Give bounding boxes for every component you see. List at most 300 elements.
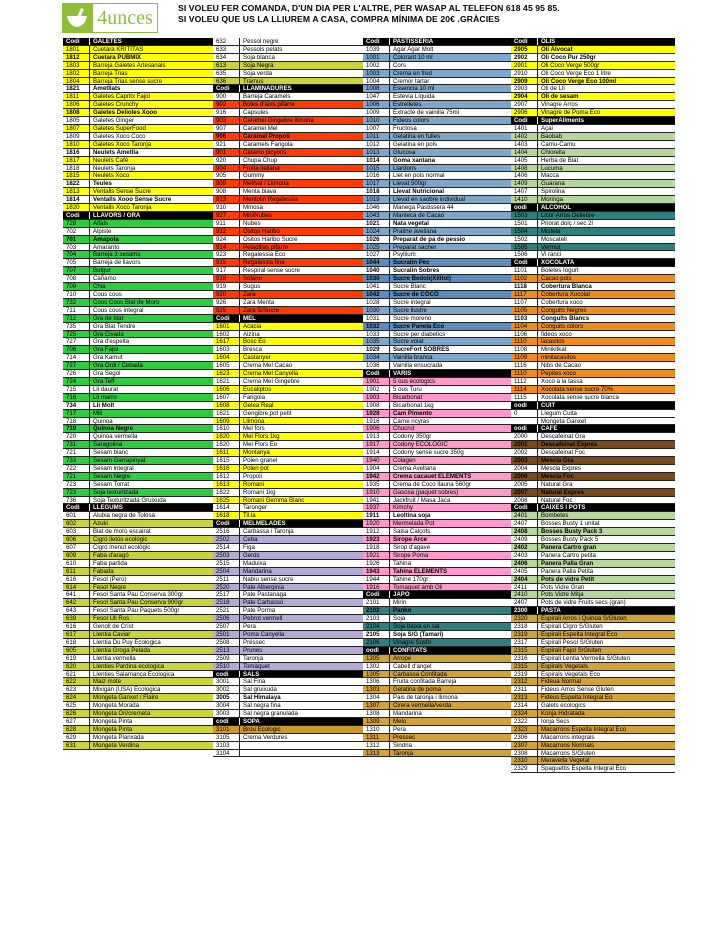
product-code: 1039 — [363, 46, 390, 53]
product-row — [363, 544, 527, 552]
product-row — [213, 291, 377, 299]
product-name: Gra de blat — [93, 314, 124, 322]
product-row — [213, 568, 377, 576]
product-name: Pate Porma — [243, 607, 276, 615]
product-name: Tahina ELEMENTS — [393, 567, 448, 575]
product-name: Espirali Pesol S/Gluten — [541, 638, 604, 646]
product-code: 1943 — [363, 568, 390, 575]
product-name: Arrope — [393, 654, 412, 662]
product-code: 1917 — [363, 441, 390, 448]
product-code: 1921 — [363, 552, 390, 559]
product-code: 2002 — [511, 449, 538, 456]
product-code: 2103 — [363, 615, 390, 622]
product-code: 1612 — [213, 473, 240, 480]
product-name: Sesam Garrapinyat — [93, 457, 146, 464]
product-name: Macarrons Espelta Integral Eco — [541, 725, 627, 733]
product-name: Pessols pelats — [243, 45, 283, 53]
code-column-label: Codi — [63, 38, 90, 45]
product-name: Boletes Iogurt — [541, 267, 579, 275]
product-name: 5 ous ecologics — [393, 377, 436, 385]
product-name: Oli de sesam — [541, 93, 579, 101]
product-code: 3002 — [213, 686, 240, 693]
product-code: 611 — [63, 568, 90, 575]
product-row — [63, 536, 227, 544]
product-name: Spaguettis Espelta Integral Eco — [541, 765, 627, 773]
product-name: Caserio picyons — [243, 148, 287, 156]
product-code: 2407 — [511, 520, 538, 527]
product-name: Sirope Arce — [393, 536, 427, 543]
product-code: 2319 — [511, 671, 538, 678]
product-row — [63, 78, 227, 86]
product-name: Poma Canyella — [243, 630, 285, 638]
section-header — [63, 212, 227, 220]
product-row — [511, 576, 675, 584]
product-name: Sucre integral — [393, 298, 431, 306]
product-name: Barreja Galetes Artesanals — [93, 61, 166, 69]
product-code: 2320 — [511, 615, 538, 622]
product-name: Gerds — [243, 551, 260, 559]
product-row — [363, 425, 527, 433]
logo-name: 4unces — [92, 3, 158, 33]
product-code: 2518 — [213, 599, 240, 606]
product-code: 1109 — [511, 354, 538, 361]
product-code: 2329 — [511, 765, 538, 772]
product-code: 1308 — [363, 710, 390, 717]
product-name: Respiral sense sucre — [243, 267, 300, 275]
product-name: Sesam Torrat — [93, 480, 130, 488]
product-row — [363, 639, 527, 647]
product-name: Espirals Vegetals Eco — [541, 670, 600, 678]
section-header — [213, 520, 377, 528]
product-code: 2406 — [511, 560, 538, 567]
product-code: 710 — [63, 291, 90, 298]
code-column-label: Codi — [511, 117, 538, 124]
product-row — [63, 560, 227, 568]
section-header — [511, 204, 675, 212]
product-row — [511, 315, 675, 323]
product-code: 911 — [213, 220, 240, 227]
price-list-column-4 — [511, 38, 675, 773]
product-name: Peladillas pifarre — [243, 243, 289, 251]
product-code: 1021 — [363, 220, 390, 227]
product-name: Llentia Caviar — [93, 630, 131, 638]
product-row — [511, 386, 675, 394]
product-code: 1903 — [363, 394, 390, 401]
product-row — [213, 726, 377, 734]
product-name: Mentolin Regalessia — [243, 196, 298, 204]
product-code: 3103 — [213, 742, 240, 749]
product-code: 1110 — [511, 370, 538, 377]
product-name: Gelatina de poma — [393, 686, 442, 694]
product-code: 3004 — [213, 702, 240, 709]
product-row — [511, 354, 675, 362]
product-code: 2006 — [511, 473, 538, 480]
product-name: Mongeta Ori/cremeta — [93, 710, 151, 717]
product-code: 1047 — [363, 93, 390, 100]
product-row — [511, 149, 675, 157]
product-name: Fideua Normal — [541, 678, 581, 686]
product-name: Galetes Capritx Fajol — [93, 93, 150, 101]
product-name: Manteca de Cacao — [393, 211, 445, 219]
product-row — [63, 62, 227, 70]
product-row — [213, 410, 377, 418]
product-row — [363, 188, 527, 196]
product-row — [63, 220, 227, 228]
product-row — [511, 568, 675, 576]
product-name: Mongeta Planxada — [93, 733, 144, 741]
product-code: 622 — [63, 678, 90, 685]
product-name: Codony sense sucre 350g — [393, 449, 464, 457]
product-name: Cremor tartar — [393, 77, 430, 85]
order-instructions: SI VOLEU FER COMANDA, D'UN DIA PER L'ALTRE, PER WASAP AL TELEFON 618 45 95 85. — [178, 3, 560, 13]
product-code: 1623 — [213, 370, 240, 377]
product-row — [63, 46, 227, 54]
product-code: 0 — [511, 410, 538, 417]
product-name: SucreFort SOBRES — [393, 346, 450, 354]
product-name: Ventalls Xooo Sense Sucre — [93, 196, 172, 204]
product-code: 915 — [213, 259, 240, 266]
product-row — [63, 228, 227, 236]
product-row — [511, 291, 675, 299]
product-code: 1010 — [363, 117, 390, 124]
product-row — [213, 473, 377, 481]
code-column-label: codi — [213, 671, 240, 678]
product-code: 1004 — [363, 78, 390, 85]
product-row — [363, 599, 527, 607]
product-name: Barreja Trias — [93, 69, 128, 77]
product-code: 2409 — [511, 536, 538, 543]
section-header — [213, 718, 377, 726]
product-row — [63, 489, 227, 497]
product-name: Mescla Foc — [541, 472, 574, 480]
product-name: Agar Agar Molt — [393, 45, 434, 53]
product-row — [213, 157, 377, 165]
product-code: 2516 — [213, 528, 240, 535]
product-code: 1918 — [363, 544, 390, 551]
product-row — [63, 599, 227, 607]
product-name: Farigola — [243, 393, 266, 401]
product-name: Vinagre de Poma Eco — [541, 109, 601, 117]
product-code: 1620 — [213, 433, 240, 440]
product-code: 1007 — [363, 125, 390, 132]
product-row — [511, 481, 675, 489]
product-name: Vinagre Sushi — [393, 638, 431, 646]
product-code: 2105 — [363, 631, 390, 638]
product-row — [213, 149, 377, 157]
product-row — [363, 283, 527, 291]
product-name: Macca — [541, 172, 559, 180]
product-code: 1035 — [363, 338, 390, 345]
product-row — [511, 615, 675, 623]
product-name: Gra Segol — [93, 370, 121, 377]
product-name: Crema cacauet ELEMENTS — [393, 472, 472, 480]
product-name: Gasosa (paquet sobres) — [393, 488, 459, 496]
product-code: 704 — [63, 251, 90, 258]
product-name: Cabell d'angel — [393, 662, 432, 670]
price-list-column-3 — [363, 38, 527, 757]
product-code: 1116 — [511, 362, 538, 369]
product-code: 1913 — [363, 433, 390, 440]
product-row — [213, 560, 377, 568]
product-name: Sucralin Sobres — [393, 267, 440, 275]
product-code: 735 — [63, 323, 90, 330]
product-code: 1937 — [363, 504, 390, 511]
product-code: 702 — [63, 228, 90, 235]
product-code: 1024 — [363, 228, 390, 235]
product-row — [213, 734, 377, 742]
section-header — [213, 85, 377, 93]
product-name: Mandarina — [393, 710, 422, 717]
product-name: Llenties Salamanca Ecologica — [93, 670, 175, 678]
product-code: 723 — [63, 481, 90, 488]
product-row — [213, 678, 377, 686]
product-code: 1614 — [213, 504, 240, 511]
product-name: Barreja de llavors — [93, 259, 141, 267]
product-row — [213, 362, 377, 370]
product-name: Maiz mote — [93, 678, 122, 686]
product-row — [511, 552, 675, 560]
product-name: Fideus Espelta Integral Eo — [541, 694, 613, 702]
product-name: Ositos Haribo Sucre — [243, 235, 298, 243]
product-code: 1025 — [363, 244, 390, 251]
product-row — [511, 251, 675, 259]
product-name: Crema Avellana — [393, 464, 436, 472]
product-name: Gra Civada — [93, 330, 124, 338]
product-name: Açai — [541, 124, 553, 132]
product-code: 2407 — [511, 599, 538, 606]
product-name: Montanya — [243, 449, 270, 457]
product-name: Mill — [93, 409, 103, 417]
product-row — [511, 765, 675, 773]
product-row — [363, 678, 527, 686]
product-name: Pepites xoco — [541, 370, 576, 377]
product-name: Carbassa i Taronja — [243, 528, 294, 536]
product-code: 1815 — [63, 172, 90, 179]
product-row — [213, 228, 377, 236]
product-row — [363, 536, 527, 544]
product-name: Crema Mel Cacao — [243, 362, 293, 370]
product-code: 732 — [63, 299, 90, 306]
product-name: Mescla Expres — [541, 464, 581, 472]
product-row — [511, 283, 675, 291]
product-name: Bulgur — [93, 267, 111, 275]
product-row — [63, 671, 227, 679]
product-row — [363, 267, 527, 275]
product-code: 634 — [213, 54, 240, 61]
product-row — [511, 536, 675, 544]
product-code: 1026 — [363, 236, 390, 243]
product-code: 1940 — [363, 457, 390, 464]
product-code: 1312 — [363, 742, 390, 749]
product-row — [363, 726, 527, 734]
product-row — [63, 726, 227, 734]
product-name: Pate Pastanaga — [243, 591, 287, 599]
product-code: 629 — [63, 734, 90, 741]
product-row — [213, 394, 377, 402]
product-row — [63, 291, 227, 299]
product-code: 632 — [213, 38, 240, 45]
product-name: Espirals Vegetals — [541, 662, 588, 670]
code-column-label: oodi — [511, 425, 538, 432]
product-row — [213, 101, 377, 109]
product-code: 1813 — [63, 188, 90, 195]
product-code: 1603 — [213, 346, 240, 353]
product-row — [213, 354, 377, 362]
product-row — [63, 631, 227, 639]
product-name: Galets ecologics — [541, 702, 586, 710]
product-row — [511, 157, 675, 165]
product-name: Mmosa — [243, 204, 263, 211]
product-row — [511, 734, 675, 742]
product-name: Tramus — [243, 77, 264, 85]
product-name: Saragolina — [93, 441, 123, 449]
product-row — [213, 631, 377, 639]
product-name: Melo — [393, 717, 407, 725]
product-row — [63, 133, 227, 141]
section-header — [511, 402, 675, 410]
product-row — [511, 473, 675, 481]
code-column-label: codi — [213, 718, 240, 725]
product-row — [63, 655, 227, 663]
product-code: 1019 — [363, 196, 390, 203]
product-code: 1928 — [363, 410, 390, 417]
product-name: Sirope Poma — [393, 551, 429, 559]
product-name: Figa — [243, 544, 255, 551]
product-code: 1403 — [511, 141, 538, 148]
product-code: 2905 — [511, 46, 538, 53]
section-header — [213, 315, 377, 323]
product-code: 2317 — [511, 639, 538, 646]
product-name: Gelea Real — [243, 401, 274, 409]
product-name: Soja baixa en sal — [393, 623, 440, 630]
product-row — [63, 70, 227, 78]
product-row — [511, 346, 675, 354]
product-row — [63, 639, 227, 647]
product-name: Alzina — [243, 330, 260, 338]
product-code: 1621 — [213, 378, 240, 385]
product-name: Panko — [393, 607, 412, 615]
section-title: MEL — [243, 314, 256, 322]
section-header — [511, 38, 675, 46]
product-row — [363, 251, 527, 259]
product-name: Neulets Ametlla — [93, 148, 139, 156]
product-row — [511, 497, 675, 505]
product-row — [213, 220, 377, 228]
product-name: Fesol Santa Pau Paquets 500gr — [93, 607, 180, 615]
product-name: Mongeta Pinta — [93, 725, 133, 733]
product-code: 2410 — [511, 591, 538, 598]
product-code: 2514 — [213, 544, 240, 551]
product-code: 1816 — [63, 149, 90, 156]
product-name: Sal Himalaya — [243, 694, 281, 702]
product-row — [511, 338, 675, 346]
product-row — [511, 133, 675, 141]
product-name: Vermut — [541, 243, 561, 251]
product-name: Oli Coco Verge Eco 1 litre — [541, 69, 611, 77]
product-code: 3005 — [213, 694, 240, 701]
product-code: 607 — [63, 544, 90, 551]
product-row — [63, 188, 227, 196]
section-title: CAFÈ — [541, 425, 558, 433]
product-code: 1302 — [363, 663, 390, 670]
product-row — [511, 686, 675, 694]
product-code: 2005 — [511, 481, 538, 488]
product-name: Gra Blat Tendre — [93, 322, 136, 330]
section-title: SuperAliments — [541, 117, 585, 124]
product-code: 2315 — [511, 663, 538, 670]
product-name: Sal gruixuda — [243, 686, 277, 694]
product-row — [213, 267, 377, 275]
product-code: 1807 — [63, 125, 90, 132]
product-row — [363, 702, 527, 710]
product-code: 924 — [213, 236, 240, 243]
product-code: 1820 — [63, 204, 90, 211]
product-row — [363, 410, 527, 418]
product-name: Pate Alberginia — [243, 583, 284, 591]
product-code: 1804 — [63, 78, 90, 85]
product-row — [63, 568, 227, 576]
product-code: 2004 — [511, 465, 538, 472]
product-row — [511, 323, 675, 331]
product-row — [213, 686, 377, 694]
product-name: Spirolina — [541, 188, 565, 196]
product-name: Mel/sal / Llimona — [243, 180, 289, 188]
product-code: 1604 — [213, 354, 240, 361]
product-code: 918 — [213, 275, 240, 282]
product-row — [511, 520, 675, 528]
code-column-label: Codi — [511, 504, 538, 511]
product-name: Espirali Lentia Vermella S/Gluten — [541, 654, 631, 662]
product-name: Moringa — [541, 196, 564, 204]
product-name: Xocolata sense sucre 70% — [541, 385, 614, 393]
product-code: 1407 — [511, 188, 538, 195]
product-name: Ventalls Sense Sucre — [93, 188, 151, 196]
product-code: 606 — [63, 536, 90, 543]
product-code: 1812 — [63, 54, 90, 61]
product-row — [363, 141, 527, 149]
product-name: Cous Cous Blat de Moro — [93, 298, 160, 306]
product-name: Llimona — [243, 417, 265, 425]
product-name: Espirali Arros i Quinoa S/Gluten — [541, 615, 627, 623]
product-row — [363, 615, 527, 623]
product-name: Espirali Fajol S/Gluten — [541, 646, 602, 654]
product-row — [511, 299, 675, 307]
product-row — [363, 220, 527, 228]
product-name: Mermelada Pot — [393, 520, 435, 528]
product-code: 1003 — [363, 70, 390, 77]
product-code: 1041 — [363, 283, 390, 290]
product-code: 628 — [63, 726, 90, 733]
product-name: Nubes — [243, 219, 261, 227]
product-row — [213, 457, 377, 465]
product-name: Espirali Espelta Integral Eco — [541, 630, 618, 638]
product-row — [213, 607, 377, 615]
product-name: Crema de Coco llauna 560gr — [393, 480, 471, 488]
product-row — [511, 62, 675, 70]
product-name: Preparat de pa de pessio — [393, 235, 466, 243]
product-row — [63, 125, 227, 133]
product-name: Mel fors — [243, 425, 265, 433]
product-row — [63, 686, 227, 694]
product-row — [213, 465, 377, 473]
product-code: 2521 — [213, 607, 240, 614]
product-name: Taronja — [393, 749, 413, 757]
product-name: Til.la — [243, 512, 256, 520]
product-code: 721 — [63, 449, 90, 456]
product-row — [511, 394, 675, 402]
code-column-label: Codi — [363, 370, 390, 377]
product-code: 621 — [63, 671, 90, 678]
